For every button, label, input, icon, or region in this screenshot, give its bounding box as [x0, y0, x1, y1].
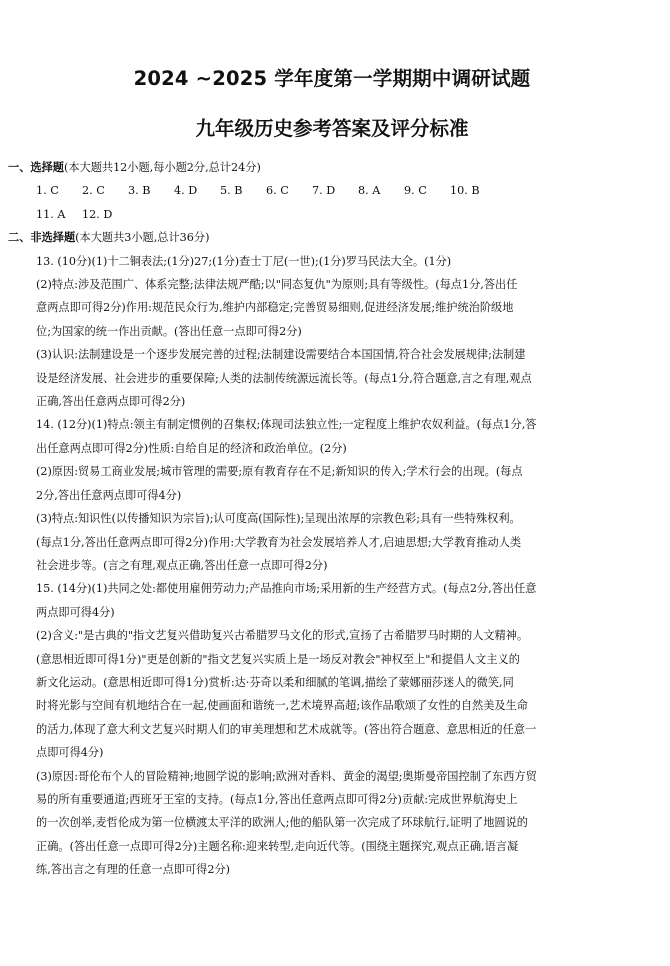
choice-answer: 6. C: [266, 184, 289, 198]
answer-line: 社会进步等。(言之有理,观点正确,答出任意一点即可得2分): [36, 558, 328, 572]
choice-answer: 10. B: [450, 184, 480, 198]
answer-line: (意思相近即可得1分)"更是创新的"指文艺复兴实质上是一场反对教会"神权至上"和提倡人文主义的: [36, 652, 520, 666]
answer-line: (3)特点:知识性(以传播知识为宗旨);认可度高(国际性);呈现出浓厚的宗教色彩;具有一些特殊权利。: [36, 512, 521, 526]
choice-answer: 7. D: [312, 184, 336, 198]
answer-line: 的一次创举,麦哲伦成为第一位横渡太平洋的欧洲人;他的船队第一次完成了环球航行,证明了地圆说的: [36, 816, 528, 830]
choice-answers-row-2: [8, 203, 656, 226]
answer-line: (3)原因:哥伦布个人的冒险精神;地圆学说的影响;欧洲对香料、黄金的渴望;奥斯曼帝国控制了东西方贸: [36, 769, 537, 783]
choice-answer: 9. C: [404, 184, 427, 198]
answer-line: 位;为国家的统一作出贡献。(答出任意一点即可得2分): [36, 324, 302, 338]
answer-line: 2分,答出任意两点即可得4分): [36, 488, 182, 502]
answer-line: 正确,答出任意两点即可得2分): [36, 395, 186, 409]
answer-line: (每点1分,答出任意两点即可得2分)作用:大学教育为社会发展培养人才,启迪思想;大学教育推动人类: [36, 535, 522, 549]
choice-answer: 11. A: [36, 207, 66, 221]
answer-line: 两点即可得4分): [36, 605, 115, 619]
choice-answer: 5. B: [220, 184, 243, 198]
answer-line: 出任意两点即可得2分)性质:自给自足的经济和政治单位。(2分): [36, 441, 347, 455]
answer-line: (2)原因:贸易工商业发展;城市管理的需要;原有教育存在不足;新知识的传入;学术行会的出现。(每点: [36, 465, 523, 479]
choice-answer: 8. A: [358, 184, 381, 198]
choice-answer: 3. B: [128, 184, 151, 198]
page-title: 2024 ~2025 学年度第一学期期中调研试题: [133, 67, 531, 90]
answer-line: 点即可得4分): [36, 746, 104, 760]
choice-answer: 4. D: [174, 184, 198, 198]
answer-line: 练,答出言之有理的任意一点即可得2分): [36, 863, 231, 877]
answer-line: 设是经济发展、社会进步的重要保障;人类的法制传统源远流长等。(每点1分,符合题意,言之有理,观点: [36, 371, 532, 385]
section-title: 二、非选择题: [8, 231, 76, 245]
section-heading-nonchoice: [8, 226, 656, 249]
choice-answer: 12. D: [82, 207, 113, 221]
question-13-line: 13. (10分)(1)十二铜表法;(1分)27;(1分)查士丁尼(一世);(1分)罗马民法大全。(1分): [36, 254, 452, 268]
answer-line: 意两点即可得2分)作用:规范民众行为,维护内部稳定;完善贸易细则,促进经济发展;维护统治阶级地: [36, 301, 514, 315]
choice-answers-row-1: [8, 179, 656, 202]
answer-line: (3)认识:法制建设是一个逐步发展完善的过程;法制建设需要结合本国国情,符合社会发展规律;法制建: [36, 348, 526, 362]
answer-content: [8, 156, 656, 882]
answer-line: 易的所有重要通道;西班牙王室的支持。(每点1分,答出任意两点即可得2分)贡献:完成世界航海史上: [36, 792, 518, 806]
answer-line: (2)特点:涉及范围广、体系完整;法律法规严酷;以"同态复仇"为原则;具有等级性。(每点1分,答出任: [36, 278, 518, 292]
section-title: 一、选择题: [8, 161, 64, 174]
page-subtitle: 九年级历史参考答案及评分标准: [195, 117, 469, 140]
question-14-line: 14. (12分)(1)特点:领主有制定惯例的召集权;体现司法独立性;一定程度上维护农奴利益。(每点1分,答: [36, 418, 537, 432]
answer-line: 的活力,体现了意大利文艺复兴时期人们的审美理想和艺术成就等。(答出符合题意、意思相近的任意一: [36, 722, 537, 736]
choice-answer: 2. C: [82, 184, 105, 198]
section-note: (本大题共12小题,每小题2分,总计24分): [63, 161, 261, 174]
section-heading-choice: [8, 156, 656, 179]
answer-line: (2)含义:"是古典的"指文艺复兴借助复兴古希腊罗马文化的形式,宣扬了古希腊罗马时期的人文精神。: [36, 629, 529, 643]
answer-line: 新文化运动。(意思相近即可得1分)赏析:达·芬奇以柔和细腻的笔调,描绘了蒙娜丽莎迷人的微笑,同: [36, 675, 514, 689]
choice-answer: 1. C: [36, 184, 59, 198]
answer-line: 正确。(答出任意一点即可得2分)主题名称:迎来转型,走向近代等。(围绕主题探究,观点正确,语言凝: [36, 839, 519, 853]
answer-line: 时将光影与空间有机地结合在一起,使画面和谐统一,艺术境界高超;该作品歌颂了女性的自然美及生命: [36, 699, 528, 713]
section-note: (本大题共3小题,总计36分): [75, 231, 210, 245]
question-15-line: 15. (14分)(1)共同之处:都使用雇佣劳动力;产品推向市场;采用新的生产经营方式。(每点2分,答出任意: [36, 582, 537, 596]
